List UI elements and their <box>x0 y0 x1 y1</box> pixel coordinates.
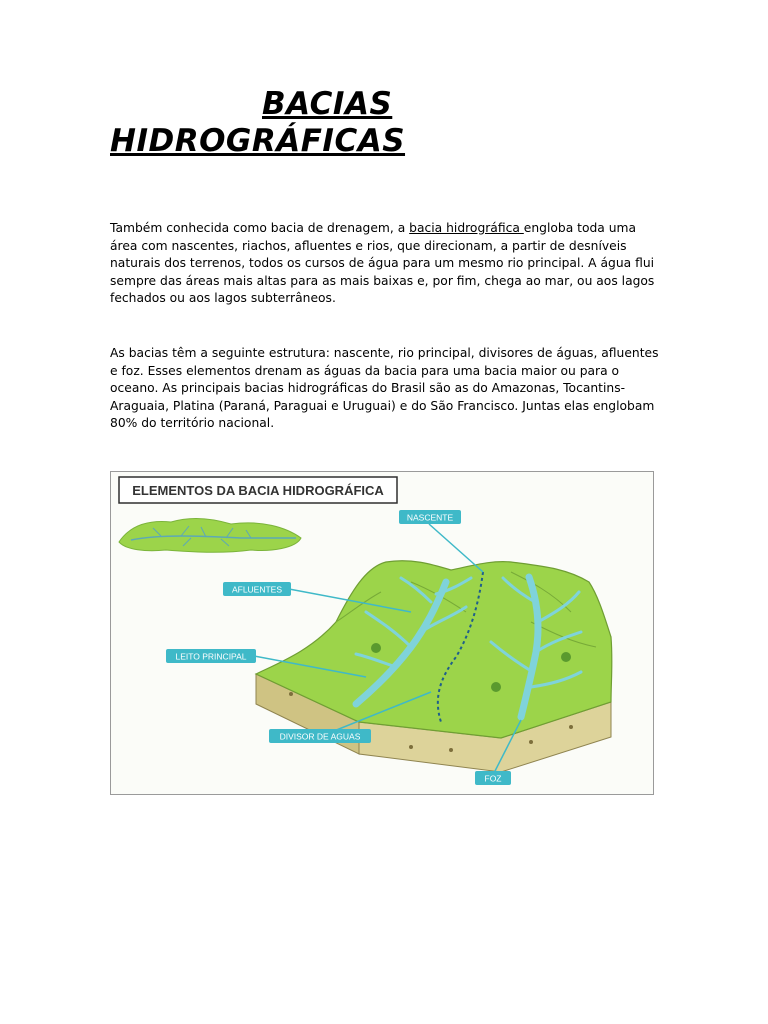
label-nascente <box>399 510 461 524</box>
diagram-title-box <box>119 477 397 503</box>
label-afluentes-text: AFLUENTES <box>231 584 283 595</box>
basin-map-icon <box>119 518 301 552</box>
title-line-1: BACIAS <box>262 86 393 122</box>
label-leito-principal-text: LEITO PRINCIPAL <box>175 651 247 662</box>
paragraph-intro-start: Também conhecida como bacia de drenagem, a <box>110 221 410 235</box>
paragraph-intro-end: engloba toda uma área com nascentes, riachos, afluentes e rios, que direcionam, a partir de desníveis naturais dos terrenos, todos os cursos de água para um mesmo rio principal. A água flui sempre das áreas mais altas para as mais baixas e, por fim, chega ao mar, ou aos lagos fechados ou aos lagos subterrâneos. <box>110 221 655 306</box>
label-foz <box>475 771 511 785</box>
label-divisor <box>269 729 371 743</box>
label-nascente-text: NASCENTE <box>406 512 454 523</box>
bacia-hidrografica-link[interactable]: bacia hidrográfica <box>409 221 524 235</box>
label-afluentes <box>223 582 291 596</box>
basin-diagram <box>110 471 654 795</box>
paragraph-intro <box>110 220 662 308</box>
paragraph-structure: As bacias têm a seguinte estrutura: nascente, rio principal, divisores de águas, afluentes e foz. Esses elementos drenam as águas da bacia para uma bacia maior ou para o oceano. As principais bacias hidrográficas do Brasil são as do Amazonas, Tocantins-Araguaia, Platina (Paraná, Paraguai e Uruguai) e do São Francisco. Juntas elas englobam 80% do território nacional. <box>110 346 659 431</box>
title-line-2: HIDROGRÁFICAS <box>110 123 406 159</box>
page-title <box>110 86 530 160</box>
label-divisor-text: DIVISOR DE AGUAS <box>279 731 361 742</box>
label-foz-text: FOZ <box>484 773 502 784</box>
diagram-title: ELEMENTOS DA BACIA HIDROGRÁFICA <box>132 483 384 498</box>
label-leito-principal <box>166 649 256 663</box>
